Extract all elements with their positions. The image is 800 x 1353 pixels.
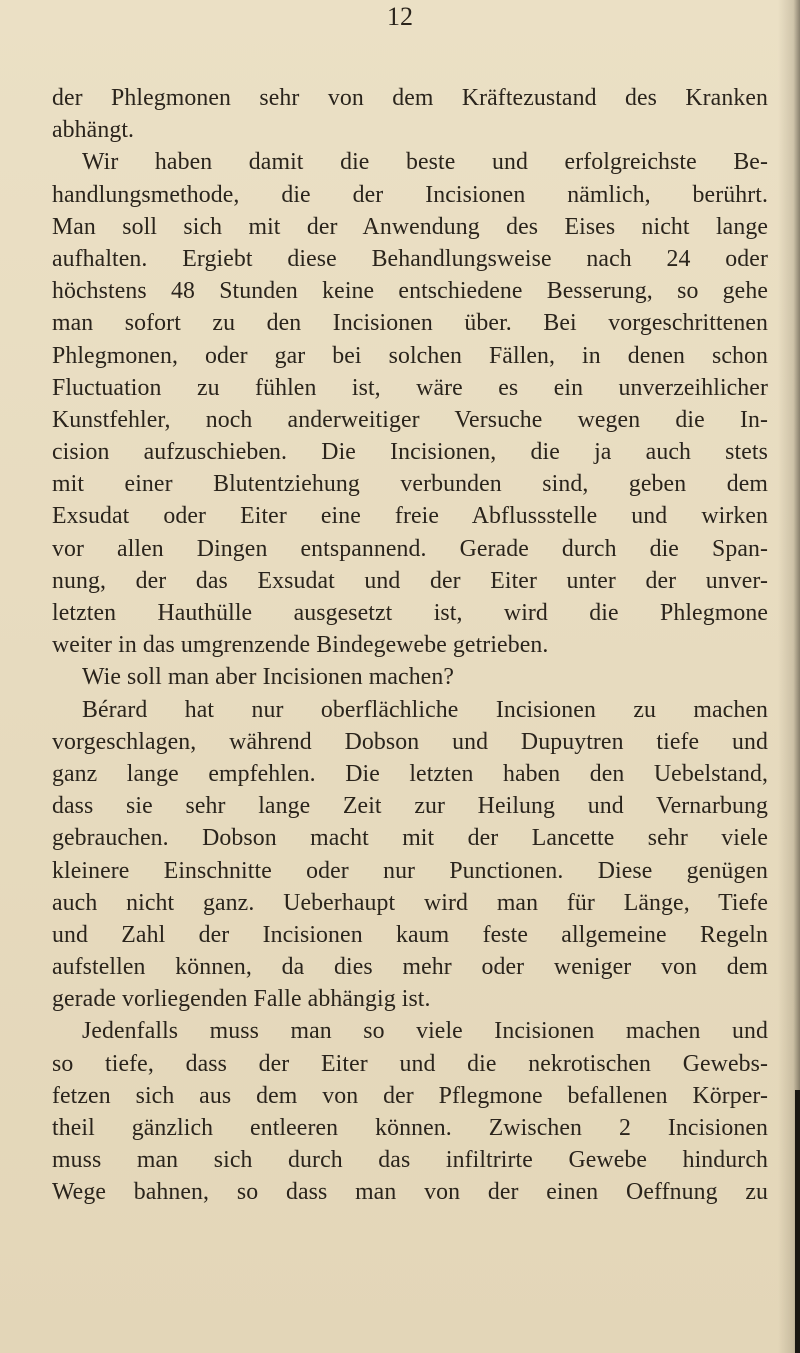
- body-text: [52, 82, 768, 1209]
- text-line: muss man sich durch das infiltrirte Gewebe hindurch: [52, 1147, 768, 1174]
- text-line: auch nicht ganz. Ueberhaupt wird man für Länge, Tiefe: [52, 889, 768, 916]
- text-line: letzten Hauthülle ausgesetzt ist, wird die Phlegmone: [52, 600, 768, 626]
- text-line: so tiefe, dass der Eiter und die nekrotischen Gewebs-: [52, 1050, 768, 1077]
- text-line: höchstens 48 Stunden keine entschiedene Besserung, so gehe: [52, 278, 768, 305]
- text-line: abhängt.: [52, 117, 135, 144]
- text-line: nung, der das Exsudat und der Eiter unter der unver-: [52, 567, 768, 594]
- text-line: fetzen sich aus dem von der Pflegmone befallenen Körper-: [52, 1082, 768, 1109]
- text-line: vorgeschlagen, während Dobson und Dupuytren tiefe und: [52, 728, 768, 755]
- text-line: Wir haben damit die beste und erfolgreichste Be-: [82, 149, 768, 176]
- text-line: gebrauchen. Dobson macht mit der Lancette sehr viele: [52, 825, 768, 852]
- page-number: 12: [387, 2, 413, 31]
- text-line: der Phlegmonen sehr von dem Kräftezustand des Kranken: [52, 85, 768, 111]
- text-line: mit einer Blutentziehung verbunden sind, geben dem: [52, 471, 768, 498]
- text-line: Man soll sich mit der Anwendung des Eises nicht lange: [52, 213, 768, 240]
- text-line: kleinere Einschnitte oder nur Punctionen. Diese genügen: [52, 857, 768, 884]
- text-line: vor allen Dingen entspannend. Gerade durch die Span-: [52, 535, 768, 562]
- text-line: weiter in das umgrenzende Bindegewebe getrieben.: [52, 632, 549, 659]
- text-line: theil gänzlich entleeren können. Zwischen 2 Incisionen: [52, 1115, 768, 1141]
- text-line: Jedenfalls muss man so viele Incisionen machen und: [82, 1018, 768, 1045]
- text-line: Phlegmonen, oder gar bei solchen Fällen, in denen schon: [52, 342, 768, 369]
- text-line: und Zahl der Incisionen kaum feste allgemeine Regeln: [52, 921, 768, 948]
- text-line: man sofort zu den Incisionen über. Bei vorgeschrittenen: [52, 310, 768, 337]
- text-line: Fluctuation zu fühlen ist, wäre es ein unverzeihlicher: [52, 374, 768, 401]
- text-line: Bérard hat nur oberflächliche Incisionen zu machen: [82, 696, 768, 723]
- text-line: handlungsmethode, die der Incisionen nämlich, berührt.: [52, 181, 768, 208]
- text-line: Wege bahnen, so dass man von der einen Oeffnung zu: [52, 1179, 768, 1206]
- page-edge-dark-strip: [795, 1090, 800, 1353]
- text-line: Wie soll man aber Incisionen machen?: [82, 664, 455, 691]
- text-line: gerade vorliegenden Falle abhängig ist.: [52, 986, 431, 1013]
- text-line: aufstellen können, da dies mehr oder weniger von dem: [52, 954, 768, 981]
- text-line: ganz lange empfehlen. Die letzten haben den Uebelstand,: [52, 760, 768, 787]
- text-line: Kunstfehler, noch anderweitiger Versuche wegen die In-: [52, 406, 768, 433]
- text-line: aufhalten. Ergiebt diese Behandlungsweise nach 24 oder: [52, 245, 768, 272]
- text-line: Exsudat oder Eiter eine freie Abflussstelle und wirken: [52, 503, 768, 530]
- text-line: cision aufzuschieben. Die Incisionen, die ja auch stets: [52, 439, 768, 466]
- text-line: dass sie sehr lange Zeit zur Heilung und Vernarbung: [52, 793, 768, 820]
